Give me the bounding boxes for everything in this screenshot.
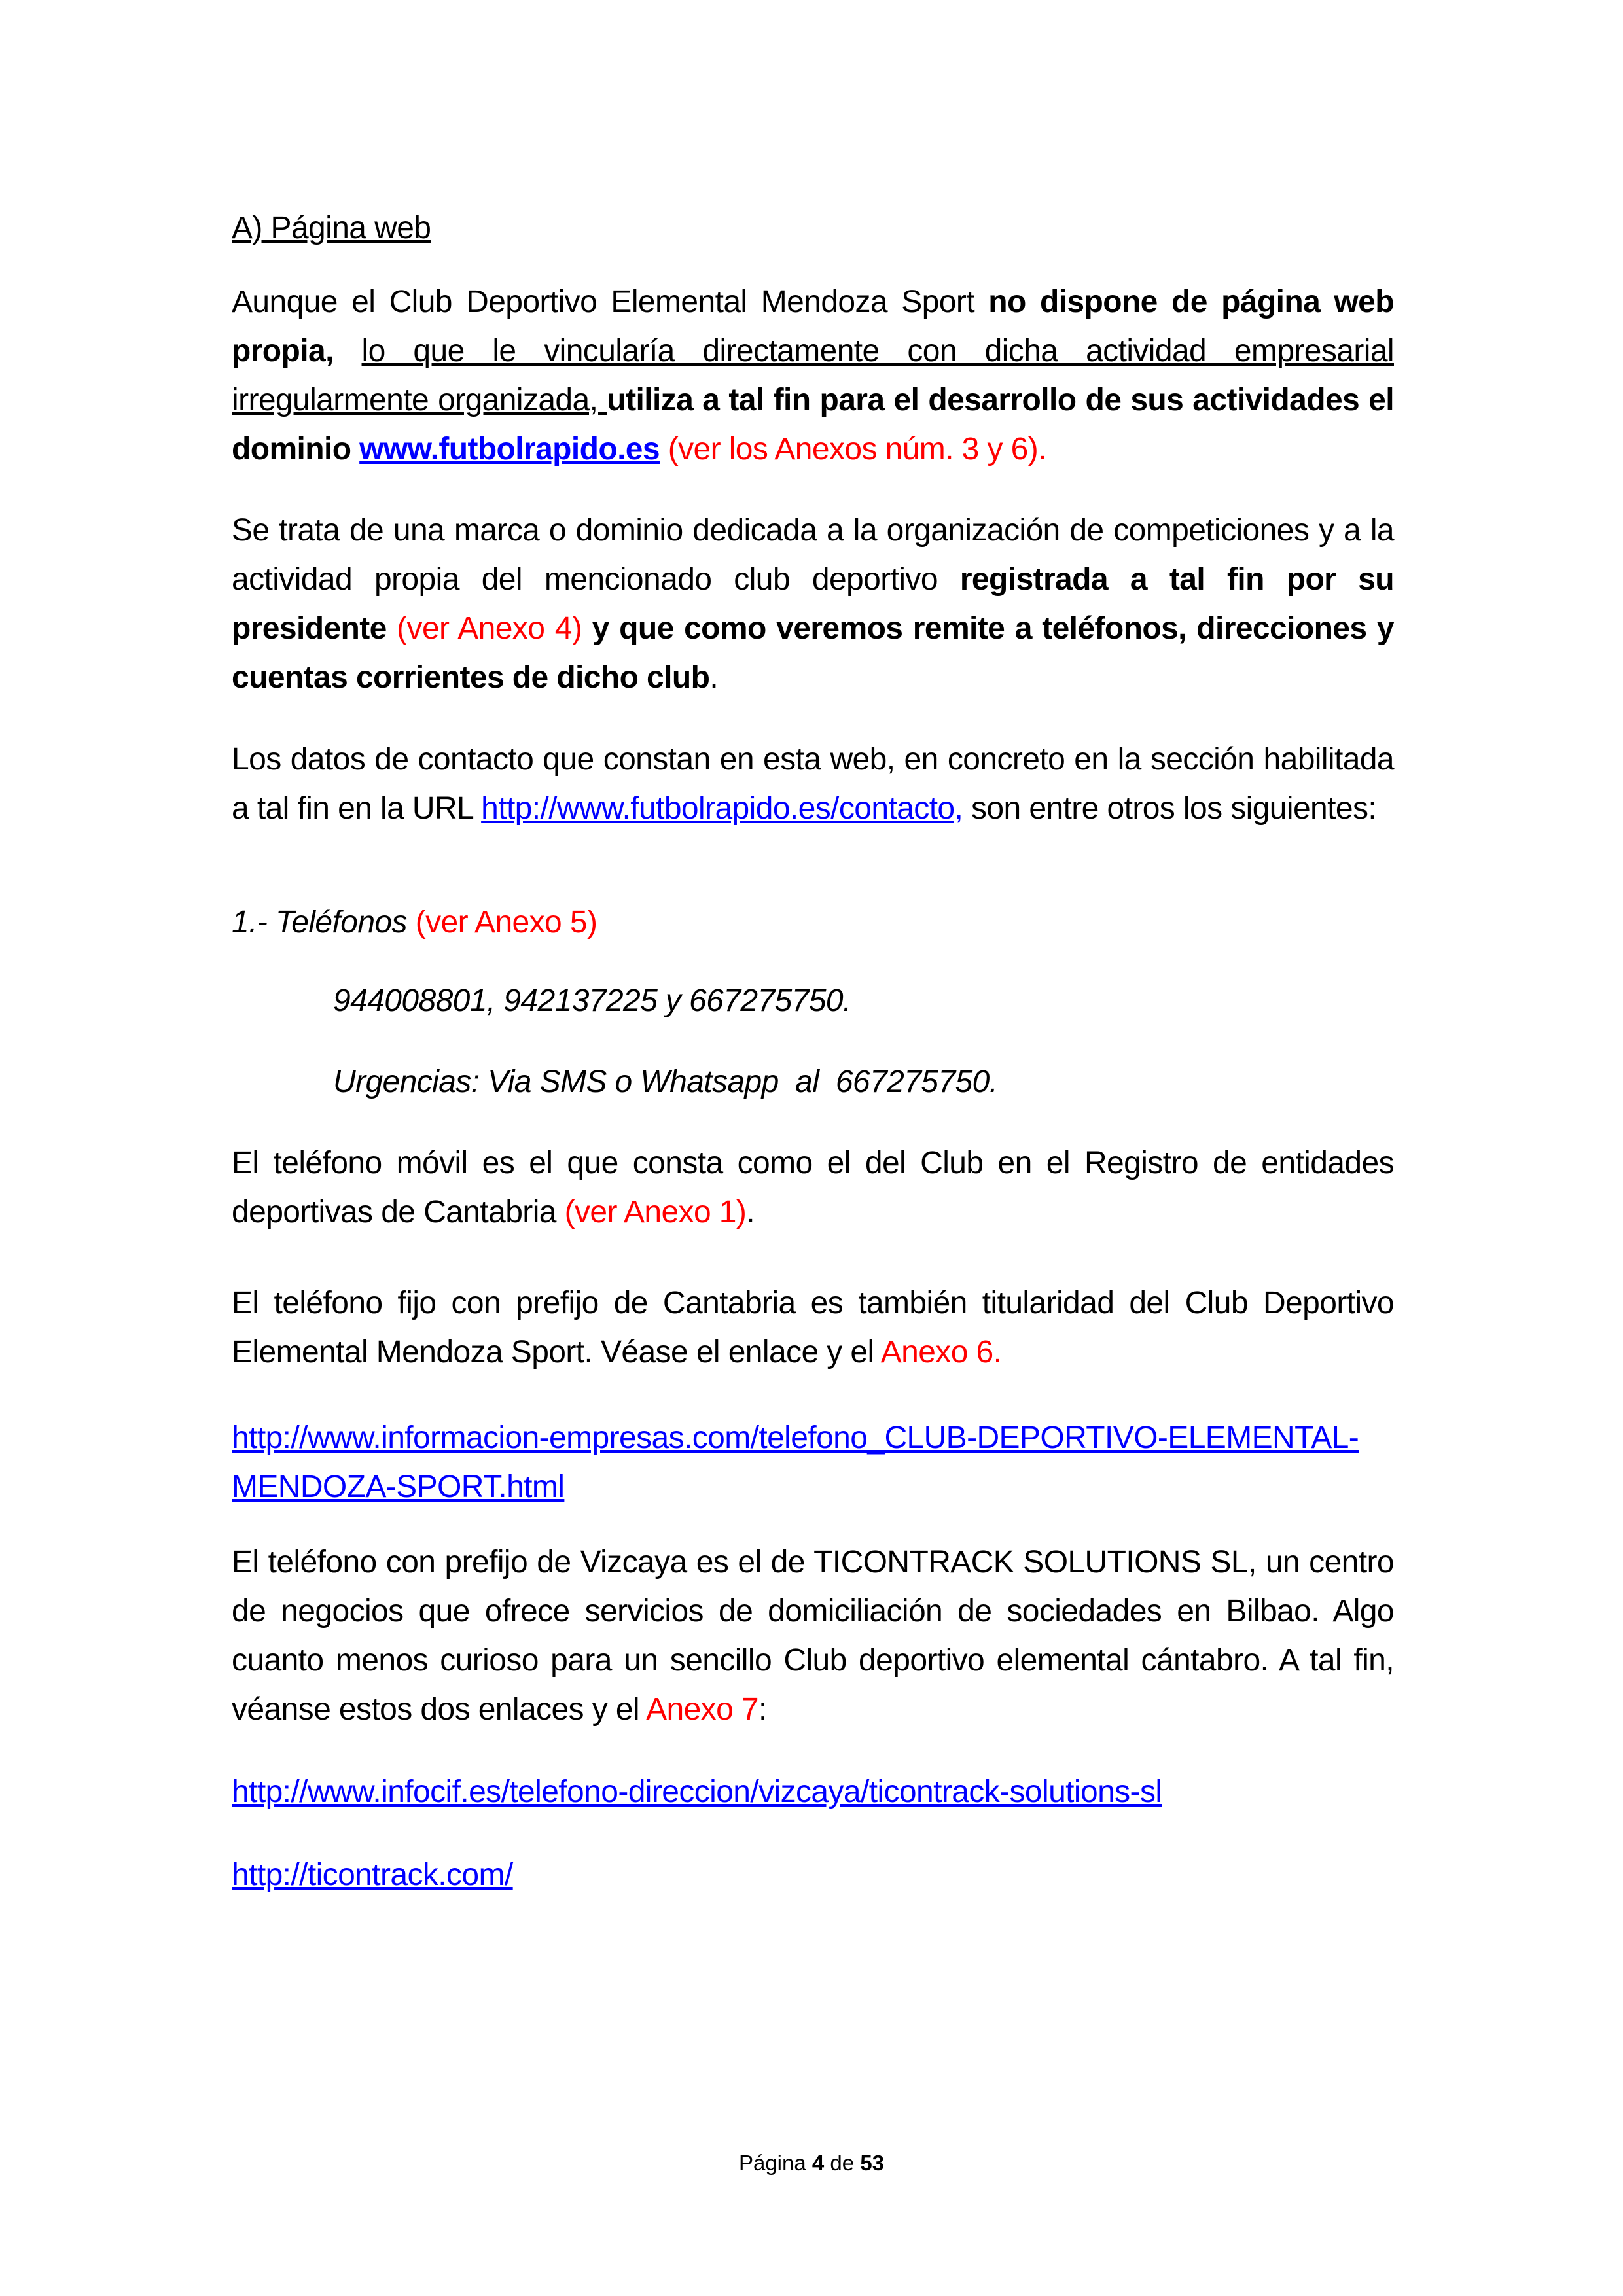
- paragraph-marca-dominio: [232, 506, 1394, 702]
- hyperlink-ticontrack[interactable]: http://ticontrack.com/: [232, 1858, 513, 1892]
- p4-run-period: .: [746, 1195, 755, 1229]
- paragraph-web-domain: [232, 277, 1394, 474]
- footer-separator: de: [824, 2151, 861, 2175]
- hyperlink-infocif[interactable]: http://www.infocif.es/telefono-direccion/vizcaya/ticontrack-solutions-sl: [232, 1775, 1162, 1809]
- paragraph-telefono-vizcaya: [232, 1538, 1394, 1734]
- document-body: [232, 203, 1394, 1899]
- p1-run-regular: Aunque el Club Deportivo Elemental Mendoza Sport: [232, 285, 989, 319]
- hyperlink-infocif-line: [232, 1767, 1394, 1816]
- p1-run-bold-utiliza: utiliza a tal fin para el desarrollo de sus actividades el dominio: [232, 383, 1394, 467]
- p6-run-colon: :: [758, 1692, 767, 1727]
- subsection-telefonos: [232, 898, 1394, 947]
- paragraph-telefono-fijo: [232, 1279, 1394, 1377]
- p5-run-regular: El teléfono fijo con prefijo de Cantabria es también titularidad del Club Deportivo Elemental Mendoza Sport. Véase el enlace y el: [232, 1286, 1394, 1369]
- p6-run-red-anexo7: Anexo 7: [646, 1692, 759, 1727]
- hyperlink-futbolrapido[interactable]: www.futbolrapido.es: [359, 432, 660, 467]
- paragraph-datos-contacto: [232, 735, 1394, 833]
- p1-run-underlined: lo que le vincularía directamente con dicha actividad empresarial irregularmente organizada,: [232, 334, 1394, 417]
- p1-run-bold-no-dispone: no dispone de página web propia,: [232, 285, 1394, 368]
- p3-run-regular: Los datos de contacto que constan en esta web, en concreto en la sección habilitada a tal fin en la URL: [232, 742, 1394, 826]
- p6-run-regular: El teléfono con prefijo de Vizcaya es el de TICONTRACK SOLUTIONS SL, un centro de negocios que ofrece servicios de domiciliación de sociedades en Bilbao. Algo cuanto menos curioso para un sencillo Club deportivo elemental cántabro. A tal fin, véanse estos dos enlaces y el: [232, 1545, 1394, 1727]
- p2-run-red-anexo4: (ver Anexo 4): [397, 611, 592, 646]
- p2-run-bold-remite: y que como veremos remite a teléfonos, direcciones y cuentas corrientes de dicho club: [232, 611, 1395, 695]
- footer-total-pages: 53: [860, 2151, 885, 2175]
- page-footer: [0, 2150, 1623, 2176]
- section-heading: [232, 203, 1394, 253]
- p4-run-regular: El teléfono móvil es el que consta como el del Club en el Registro de entidades deportivas de Cantabria: [232, 1146, 1394, 1229]
- footer-page-number: 4: [812, 2151, 825, 2175]
- footer-prefix: Página: [738, 2151, 812, 2175]
- telefonos-heading-italic: 1.- Teléfonos: [232, 905, 416, 940]
- p1-run-red-anexos: (ver los Anexos núm. 3 y 6).: [660, 432, 1046, 467]
- paragraph-telefono-movil: [232, 1139, 1394, 1237]
- p3-run-regular-end: son entre otros los siguientes:: [963, 791, 1377, 826]
- p2-run-bold-registrada: registrada a tal fin por su presidente: [232, 562, 1394, 646]
- hyperlink-informacion-empresas[interactable]: http://www.informacion-empresas.com/telefono_CLUB-DEPORTIVO-ELEMENTAL-MENDOZA-SPORT.html: [232, 1421, 1359, 1504]
- section-heading-text: A) Página web: [232, 211, 431, 245]
- phone-numbers-line: [232, 976, 1394, 1025]
- urgencias-text: Urgencias: Via SMS o Whatsapp al 667275750.: [333, 1065, 998, 1099]
- hyperlink-futbolrapido-contacto[interactable]: http://www.futbolrapido.es/contacto,: [481, 791, 963, 826]
- phone-numbers-text: 944008801, 942137225 y 667275750.: [333, 983, 851, 1018]
- hyperlink-ticontrack-line: [232, 1850, 1394, 1899]
- p2-run-regular: Se trata de una marca o dominio dedicada a la organización de competiciones y a la actividad propia del mencionado club deportivo: [232, 513, 1394, 597]
- urgencias-line: [232, 1057, 1394, 1106]
- p2-run-period: .: [709, 660, 719, 695]
- p5-run-red-anexo6: Anexo 6.: [880, 1335, 1002, 1369]
- p4-run-red-anexo1: (ver Anexo 1): [564, 1195, 747, 1229]
- hyperlink-informacion-empresas-line: [232, 1413, 1394, 1511]
- telefonos-red-anexo5: (ver Anexo 5): [415, 905, 597, 940]
